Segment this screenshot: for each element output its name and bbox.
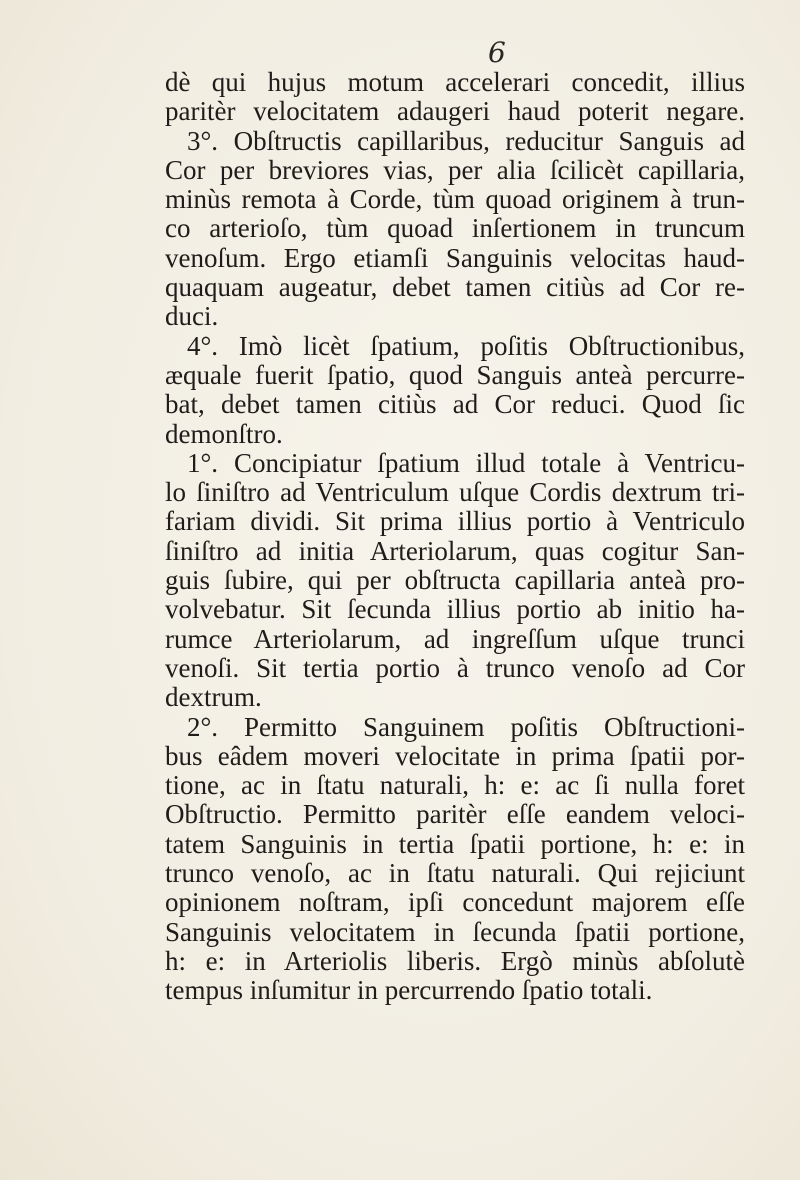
text-line: paritèr velocitatem adaugeri haud poterit negare. xyxy=(165,96,745,127)
text-line: Obſtructio. Permitto paritèr eſſe eandem veloci- xyxy=(165,799,745,830)
text-line: tatem Sanguinis in tertia ſpatii portione, h: e: in xyxy=(165,828,745,859)
text-line: venoſi. Sit tertia portio à trunco venoſo ad Cor xyxy=(165,652,745,683)
text-line: rumce Arteriolarum, ad ingreſſum uſque trunci xyxy=(165,623,745,654)
text-line: opinionem noſtram, ipſi concedunt majorem eſſe xyxy=(165,887,745,918)
text-line: 4°. Imò licèt ſpatium, poſitis Obſtructionibus, xyxy=(187,330,745,361)
text-line: quaquam augeatur, debet tamen citiùs ad Cor re- xyxy=(165,272,745,303)
text-line: æquale fuerit ſpatio, quod Sanguis anteà percurre- xyxy=(165,359,745,390)
text-line: dextrum. xyxy=(165,682,262,713)
text-line: 2°. Permitto Sanguinem poſitis Obſtructioni- xyxy=(187,711,745,742)
text-line: bat, debet tamen citiùs ad Cor reduci. Quod ſic xyxy=(165,389,745,420)
page-number: 6 xyxy=(488,36,506,69)
text-line: venoſum. Ergo etiamſi Sanguinis velocitas haud- xyxy=(165,242,745,273)
text-line: 3°. Obſtructis capillaribus, reducitur Sanguis ad xyxy=(187,125,745,156)
text-line: volvebatur. Sit ſecunda illius portio ab initio ha- xyxy=(165,594,745,625)
text-line: duci. xyxy=(165,301,219,332)
text-line: 1°. Concipiatur ſpatium illud totale à Ventricu- xyxy=(187,447,745,478)
text-line: ſiniſtro ad initia Arteriolarum, quas cogitur San- xyxy=(165,535,745,566)
text-line: minùs remota à Corde, tùm quoad originem à trun- xyxy=(165,184,745,215)
text-line: lo ſiniſtro ad Ventriculum uſque Cordis dextrum tri- xyxy=(165,477,745,508)
text-line: tione, ac in ſtatu naturali, h: e: ac ſi nulla foret xyxy=(165,770,745,801)
text-line: h: e: in Arteriolis liberis. Ergò minùs abſolutè xyxy=(165,945,745,976)
text-line: tempus inſumitur in percurrendo ſpatio totali. xyxy=(165,975,653,1006)
text-line: co arterioſo, tùm quoad inſertionem in truncum xyxy=(165,213,745,244)
text-line: dè qui hujus motum accelerari concedit, illius xyxy=(165,67,745,97)
text-line: trunco venoſo, ac in ſtatu naturali. Qui rejiciunt xyxy=(165,858,745,889)
text-line: fariam dividi. Sit prima illius portio à Ventriculo xyxy=(165,506,745,537)
text-line: demonſtro. xyxy=(165,418,283,449)
text-line: bus eâdem moveri velocitate in prima ſpatii por- xyxy=(165,740,745,771)
text-line: Sanguinis velocitatem in ſecunda ſpatii portione, xyxy=(165,916,745,947)
text-line: guis ſubire, qui per obſtructa capillaria anteà pro- xyxy=(165,565,745,596)
text-line: Cor per breviores vias, per alia ſcilicèt capillaria, xyxy=(165,154,745,185)
body-text xyxy=(165,68,745,1006)
